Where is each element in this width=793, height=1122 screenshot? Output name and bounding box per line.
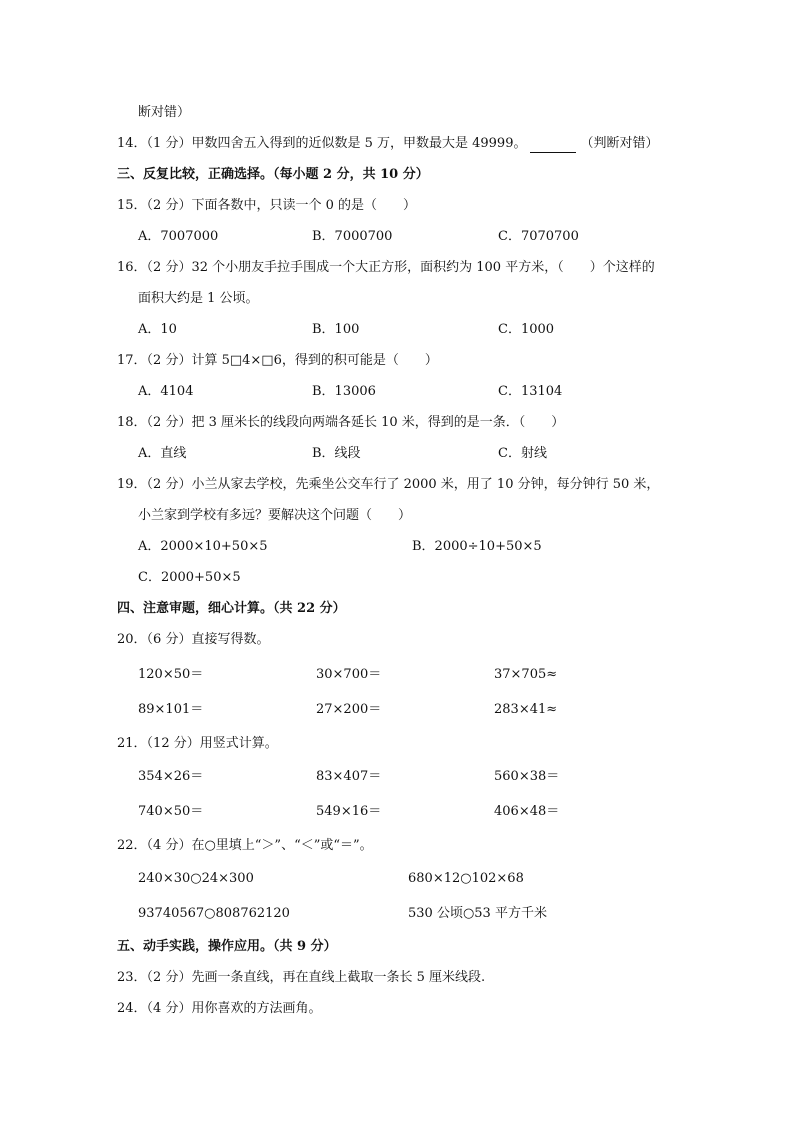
q19-option-c: C．2000+50×5 [138,570,241,585]
q17-option-b: B．13006 [312,384,376,399]
q20-item: 37×705≈ [494,667,558,682]
answer-blank[interactable] [530,139,576,153]
q17-option-a: A．4104 [138,384,194,399]
q13-tail: 断对错） [138,105,191,120]
question-20: 20．（6 分）直接写得数。 [117,632,270,647]
q20-item: 89×101＝ [138,702,204,717]
q22-item: 240×30○24×300 [138,871,254,886]
q16-option-a: A．10 [138,322,177,337]
question-22: 22．（4 分）在○里填上“＞”、“＜”或“＝”。 [117,838,373,853]
q17-option-c: C．13104 [498,384,563,399]
q20-item: 120×50＝ [138,667,204,682]
q21-item: 740×50＝ [138,804,204,819]
question-14 [117,135,658,153]
q21-item: 549×16＝ [316,804,382,819]
question-23: 23．（2 分）先画一条直线，再在直线上截取一条长 5 厘米线段. [117,970,486,985]
q22-item: 93740567○808762120 [138,906,290,921]
section-4-heading: 四、注意审题，细心计算。（共 22 分） [117,601,346,616]
q14-suffix: （判断对错） [580,136,659,151]
q22-item: 680×12○102×68 [408,871,524,886]
q20-item: 27×200＝ [316,702,382,717]
q19-option-a: A．2000×10+50×5 [138,539,268,554]
q15-option-b: B．7000700 [312,229,393,244]
q18-option-b: B．线段 [312,446,361,461]
q16-option-b: B．100 [312,322,360,337]
question-16-line2: 面积大约是 1 公顷。 [138,291,259,306]
question-19-line1: 19．（2 分）小兰从家去学校，先乘坐公交车行了 2000 米，用了 10 分钟，每分钟行 50 米， [117,477,660,492]
q19-option-b: B．2000÷10+50×5 [412,539,542,554]
q20-item: 283×41≈ [494,702,558,717]
question-17: 17．（2 分）计算 5□4×□6，得到的积可能是（ ） [117,353,438,368]
section-5-heading: 五、动手实践，操作应用。（共 9 分） [117,939,337,954]
question-24: 24．（4 分）用你喜欢的方法画角。 [117,1001,322,1016]
q21-item: 354×26＝ [138,769,204,784]
question-16-line1: 16．（2 分）32 个小朋友手拉手围成一个大正方形，面积约为 100 平方米，（ ）个这样的 [117,260,655,275]
q21-item: 560×38＝ [494,769,560,784]
question-21: 21．（12 分）用竖式计算。 [117,736,278,751]
q18-option-c: C．射线 [498,446,547,461]
q15-option-c: C．7070700 [498,229,579,244]
section-3-heading: 三、反复比较，正确选择。（每小题 2 分，共 10 分） [117,167,429,182]
question-18: 18．（2 分）把 3 厘米长的线段向两端各延长 10 米，得到的是一条．（ ） [117,415,565,430]
q16-option-c: C．1000 [498,322,555,337]
question-15: 15．（2 分）下面各数中，只读一个 0 的是（ ） [117,198,416,213]
q18-option-a: A．直线 [138,446,187,461]
q21-item: 406×48＝ [494,804,560,819]
q15-option-a: A．7007000 [138,229,219,244]
question-19-line2: 小兰家到学校有多远？要解决这个问题（ ） [138,508,412,523]
q20-item: 30×700＝ [316,667,382,682]
q22-item: 530 公顷○53 平方千米 [408,906,547,921]
q14-text: 14．（1 分）甲数四舍五入得到的近似数是 5 万，甲数最大是 49999。 [117,136,527,151]
q21-item: 83×407＝ [316,769,382,784]
